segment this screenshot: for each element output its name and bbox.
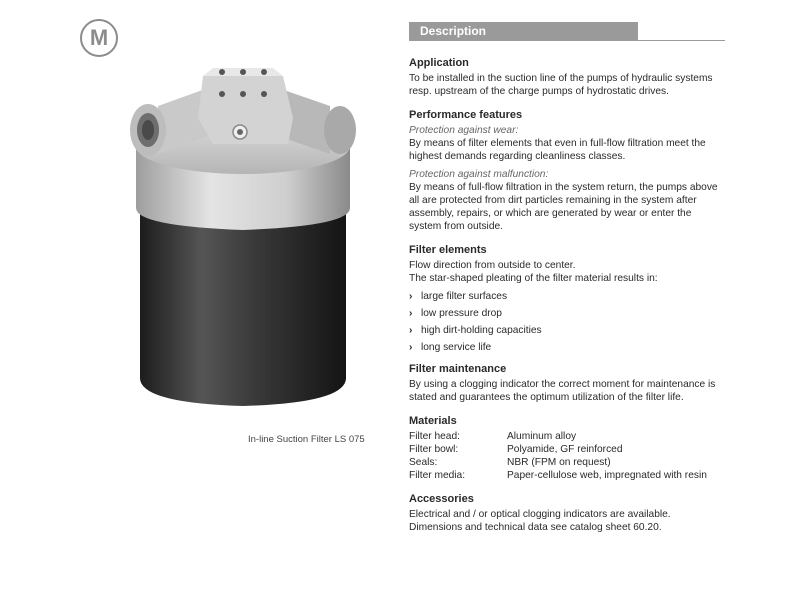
- suction-filter-image: [118, 48, 368, 418]
- materials-table: [409, 430, 725, 482]
- maintenance-section: [409, 363, 725, 404]
- material-value: Aluminum alloy: [507, 431, 577, 442]
- description-column: [409, 22, 725, 534]
- material-label: Filter head:: [409, 431, 460, 442]
- material-label: Seals:: [409, 457, 438, 468]
- filter-elements-heading: Filter elements: [409, 244, 487, 256]
- filter-elements-line1: Flow direction from outside to center.: [409, 260, 576, 271]
- list-item: [409, 305, 725, 322]
- chevron-right-icon: ›: [409, 308, 413, 319]
- list-item: [409, 339, 725, 356]
- material-value: Polyamide, GF reinforced: [507, 444, 623, 455]
- performance-section: [409, 109, 725, 233]
- accessories-line2: Dimensions and technical data see catalog sheet 60.20.: [409, 522, 662, 533]
- material-label: Filter bowl:: [409, 444, 459, 455]
- maintenance-heading: Filter maintenance: [409, 363, 507, 375]
- chevron-right-icon: ›: [409, 291, 413, 302]
- list-item-text: long service life: [421, 342, 492, 353]
- filter-elements-list: [409, 288, 725, 356]
- accessories-section: [409, 493, 725, 534]
- materials-section: [409, 415, 725, 482]
- accessories-heading: Accessories: [409, 493, 474, 505]
- application-text: To be installed in the suction line of the pumps of hydraulic systems resp. upstream of the charge pumps of hydrostatic drives.: [409, 73, 713, 97]
- list-item: [409, 288, 725, 305]
- list-item-text: high dirt-holding capacities: [421, 325, 542, 336]
- list-item-text: low pressure drop: [421, 308, 502, 319]
- malfunction-title: Protection against malfunction:: [409, 169, 549, 180]
- wear-title: Protection against wear:: [409, 125, 519, 136]
- filter-elements-section: [409, 244, 725, 356]
- image-caption: In-line Suction Filter LS 075: [248, 434, 365, 445]
- description-tab: Description: [409, 22, 638, 41]
- brand-logo: [80, 19, 118, 57]
- description-header: [409, 22, 725, 41]
- list-item-text: large filter surfaces: [421, 291, 508, 302]
- list-item: [409, 322, 725, 339]
- chevron-right-icon: ›: [409, 342, 413, 353]
- materials-heading: Materials: [409, 415, 457, 427]
- filter-elements-line2: The star-shaped pleating of the filter material results in:: [409, 273, 658, 284]
- logo-letter: M: [89, 25, 109, 50]
- malfunction-text: By means of full-flow filtration in the system return, the pumps above all are protected from dirt particles remaining in the system after assembly, repairs, or which are generated by wear or enter the system from outside.: [409, 182, 718, 232]
- accessories-line1: Electrical and / or optical clogging indicators are available.: [409, 509, 671, 520]
- application-section: [409, 57, 725, 98]
- wear-text: By means of filter elements that even in full-flow filtration meet the highest demands regarding cleanliness classes.: [409, 138, 706, 162]
- maintenance-text: By using a clogging indicator the correct moment for maintenance is stated and guarantees the optimum utilization of the filter life.: [409, 379, 716, 403]
- material-value: NBR (FPM on request): [507, 457, 611, 468]
- performance-heading: Performance features: [409, 109, 523, 121]
- chevron-right-icon: ›: [409, 325, 413, 336]
- application-heading: Application: [409, 57, 469, 69]
- header-rule: [638, 40, 725, 41]
- material-label: Filter media:: [409, 470, 466, 481]
- material-value: Paper-cellulose web, impregnated with resin: [507, 470, 707, 481]
